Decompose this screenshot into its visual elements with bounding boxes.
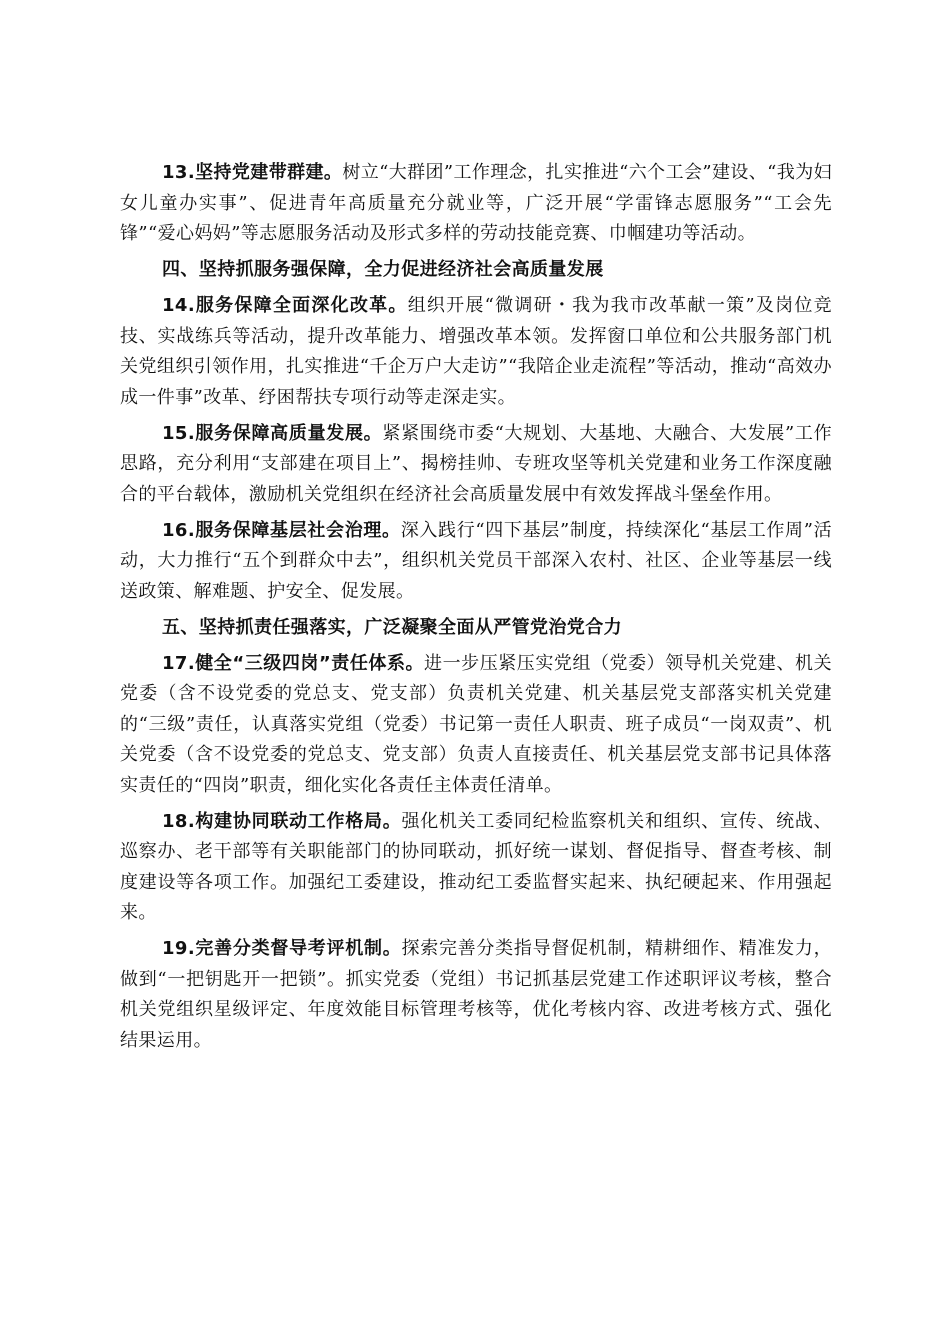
item-18-title: 18.构建协同联动工作格局。 bbox=[162, 810, 402, 832]
document-body bbox=[120, 158, 832, 1062]
item-18 bbox=[120, 807, 832, 929]
item-15-text: 紧紧围绕市委“大规划、大基地、大融合、大发展”工作思路，充分利用“支部建在项目上”、揭榜挂帅、专班攻坚等机关党建和业务工作深度融合的平台载体，激励机关党组织在经济社会高质量发展中有效发挥战斗堡垒作用。 bbox=[120, 422, 832, 505]
item-14-title: 14.服务保障全面深化改革。 bbox=[162, 295, 408, 316]
item-17 bbox=[120, 649, 832, 802]
item-15 bbox=[120, 419, 832, 511]
item-17-text: 进一步压紧压实党组（党委）领导机关党建、机关党委（含不设党委的党总支、党支部）负责机关党建、机关基层党支部落实机关党建的“三级”责任，认真落实党组（党委）书记第一责任人职责、班子成员“一岗双责”、机关党委（含不设党委的党总支、党支部）负责人直接责任、机关基层党支部书记具体落实责任的“四岗”职责，细化实化各责任主体责任清单。 bbox=[120, 652, 832, 796]
item-13-text: 树立“大群团”工作理念，扎实推进“六个工会”建设、“我为妇女儿童办实事”、促进青年高质量充分就业等，广泛开展“学雷锋志愿服务”“工会先锋”“爱心妈妈”等志愿服务活动及形式多样的劳动技能竞赛、巾帼建功等活动。 bbox=[120, 162, 832, 244]
item-17-title: 17.健全“三级四岗”责任体系。 bbox=[162, 652, 425, 674]
section-heading-4: 四、坚持抓服务强保障，全力促进经济社会高质量发展 bbox=[162, 259, 604, 280]
item-14-text: 组织开展“微调研・我为我市改革献一策”及岗位竞技、实战练兵等活动，提升改革能力、增强改革本领。发挥窗口单位和公共服务部门机关党组织引领作用，扎实推进“千企万户大走访”“我陪企业走流程”等活动，推动“高效办成一件事”改革、纾困帮扶专项行动等走深走实。 bbox=[120, 295, 832, 408]
section-heading-5: 五、坚持抓责任强落实，广泛凝聚全面从严管党治党合力 bbox=[162, 616, 622, 638]
item-13-title: 13.坚持党建带群建。 bbox=[162, 162, 343, 183]
item-16-text: 深入践行“四下基层”制度，持续深化“基层工作周”活动，大力推行“五个到群众中去”，组织机关党员干部深入农村、社区、企业等基层一线送政策、解难题、护安全、促发展。 bbox=[120, 519, 832, 602]
item-19 bbox=[120, 934, 832, 1056]
item-14 bbox=[120, 291, 832, 413]
item-13 bbox=[120, 158, 832, 250]
item-16-title: 16.服务保障基层社会治理。 bbox=[162, 519, 401, 541]
item-15-title: 15.服务保障高质量发展。 bbox=[162, 422, 383, 444]
item-18-text: 强化机关工委同纪检监察机关和组织、宣传、统战、巡察办、老干部等有关职能部门的协同联动，抓好统一谋划、督促指导、督查考核、制度建设等各项工作。加强纪工委建设，推动纪工委监督实起来、执纪硬起来、作用强起来。 bbox=[120, 810, 832, 923]
item-19-title: 19.完善分类督导考评机制。 bbox=[162, 938, 402, 959]
item-19-text: 探索完善分类指导督促机制，精耕细作、精准发力，做到“一把钥匙开一把锁”。抓实党委（党组）书记抓基层党建工作述职评议考核，整合机关党组织星级评定、年度效能目标管理考核等，优化考核内容、改进考核方式、强化结果运用。 bbox=[120, 938, 832, 1051]
item-16 bbox=[120, 516, 832, 608]
